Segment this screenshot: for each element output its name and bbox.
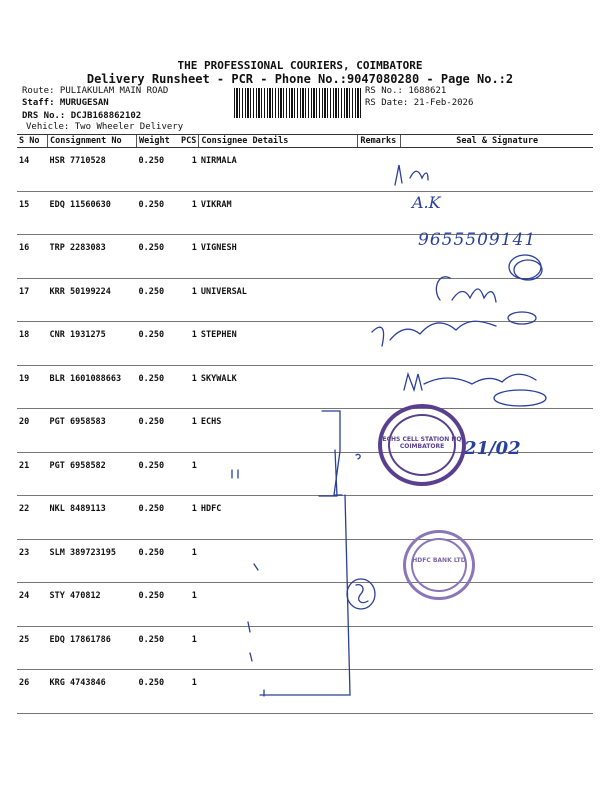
col-sno: S No	[17, 135, 48, 148]
cell-pcs: 1	[179, 191, 199, 235]
cell-weight: 0.250	[137, 496, 180, 540]
signature-row18	[372, 321, 496, 346]
cell-weight: 0.250	[137, 670, 180, 714]
rs-number: RS No.: 1688621	[365, 86, 447, 96]
cell-consignment: KRR 50199224	[48, 278, 137, 322]
cell-consignment: STY 470812	[48, 583, 137, 627]
tick-line	[260, 495, 350, 695]
cell-sno: 19	[17, 365, 48, 409]
cell-sno: 20	[17, 409, 48, 453]
col-signature: Seal & Signature	[401, 135, 593, 148]
cell-weight: 0.250	[137, 539, 180, 583]
cell-consignment: EDQ 11560630	[48, 191, 137, 235]
cell-weight: 0.250	[137, 626, 180, 670]
signature-row17-loop	[514, 260, 542, 280]
cell-sno: 23	[17, 539, 48, 583]
cell-pcs: 1	[179, 583, 199, 627]
signature-row19	[404, 374, 536, 390]
cell-consignment: BLR 1601088663	[48, 365, 137, 409]
cell-consignment: PGT 6958582	[48, 452, 137, 496]
cell-consignee: HDFC	[199, 496, 358, 540]
signature-row16-oval	[509, 255, 541, 279]
cell-weight: 0.250	[137, 409, 180, 453]
cell-consignee: NIRMALA	[199, 148, 358, 192]
cell-sno: 21	[17, 452, 48, 496]
col-consignment: Consignment No	[48, 135, 137, 148]
cell-pcs: 1	[179, 452, 199, 496]
cell-consignment: CNR 1931275	[48, 322, 137, 366]
cell-sno: 18	[17, 322, 48, 366]
col-weight: Weight	[137, 135, 180, 148]
cell-consignment: NKL 8489113	[48, 496, 137, 540]
staff-label: Staff: MURUGESAN	[22, 98, 109, 108]
cell-pcs: 1	[179, 496, 199, 540]
cell-consignment: EDQ 17861786	[48, 626, 137, 670]
vehicle-label: Vehicle: Two Wheeler Delivery	[26, 122, 184, 132]
echs-stamp-text: ECHS CELL STATION HQ COIMBATORE	[382, 436, 462, 450]
cell-weight: 0.250	[137, 583, 180, 627]
cell-sno: 14	[17, 148, 48, 192]
signature-row17	[436, 277, 496, 302]
cell-consignment: KRG 4743846	[48, 670, 137, 714]
cell-weight: 0.250	[137, 235, 180, 279]
col-remarks: Remarks	[358, 135, 401, 148]
hdfc-stamp-text: HDFC BANK LTD	[412, 557, 466, 564]
cell-weight: 0.250	[137, 191, 180, 235]
date-handwriting-row21: 21/02	[464, 438, 521, 459]
cell-weight: 0.250	[137, 148, 180, 192]
cell-weight: 0.250	[137, 452, 180, 496]
cell-pcs: 1	[179, 365, 199, 409]
cell-consignee: UNIVERSAL	[199, 278, 358, 322]
cell-pcs: 1	[179, 626, 199, 670]
cell-pcs: 1	[179, 235, 199, 279]
cell-sno: 24	[17, 583, 48, 627]
hdfc-stamp	[403, 530, 475, 600]
cell-weight: 0.250	[137, 278, 180, 322]
cell-pcs: 1	[179, 278, 199, 322]
cell-pcs: 1	[179, 539, 199, 583]
runsheet-subtitle: Delivery Runsheet - PCR - Phone No.:9047080280 - Page No.:2	[86, 72, 514, 86]
cell-consignment: SLM 389723195	[48, 539, 137, 583]
bracket-row20	[322, 411, 342, 495]
cell-consignment: HSR 7710528	[48, 148, 137, 192]
company-title: THE PROFESSIONAL COURIERS, COIMBATORE	[177, 59, 423, 72]
cell-weight: 0.250	[137, 322, 180, 366]
route-label: Route: PULIAKULAM MAIN ROAD	[22, 86, 169, 96]
cell-weight: 0.250	[137, 365, 180, 409]
cell-consignment: PGT 6958583	[48, 409, 137, 453]
cell-sno: 25	[17, 626, 48, 670]
cell-pcs: 1	[179, 670, 199, 714]
cell-sno: 22	[17, 496, 48, 540]
cell-pcs: 1	[179, 322, 199, 366]
drs-label: DRS No.: DCJB168862102	[22, 111, 142, 121]
cell-consignee: ECHS	[199, 409, 358, 453]
cell-sno: 26	[17, 670, 48, 714]
rs-date: RS Date: 21-Feb-2026	[365, 98, 474, 108]
signature-row19-loop	[494, 390, 546, 406]
cell-pcs: 1	[179, 409, 199, 453]
cell-pcs: 1	[179, 148, 199, 192]
cell-consignee: VIGNESH	[199, 235, 358, 279]
col-pcs: PCS	[179, 135, 199, 148]
cell-consignee: STEPHEN	[199, 322, 358, 366]
signature-row18-loop	[508, 312, 536, 324]
col-consignee: Consignee Details	[199, 135, 358, 148]
cell-sno: 17	[17, 278, 48, 322]
signature-row14	[395, 165, 428, 185]
cell-consignee: VIKRAM	[199, 191, 358, 235]
echs-stamp	[378, 404, 466, 486]
signature-row15: A.K	[412, 193, 441, 212]
cell-sno: 15	[17, 191, 48, 235]
cell-consignment: TRP 2283083	[48, 235, 137, 279]
cell-consignee: SKYWALK	[199, 365, 358, 409]
cell-sno: 16	[17, 235, 48, 279]
phone-handwriting-row16: 9655509141	[418, 230, 537, 250]
